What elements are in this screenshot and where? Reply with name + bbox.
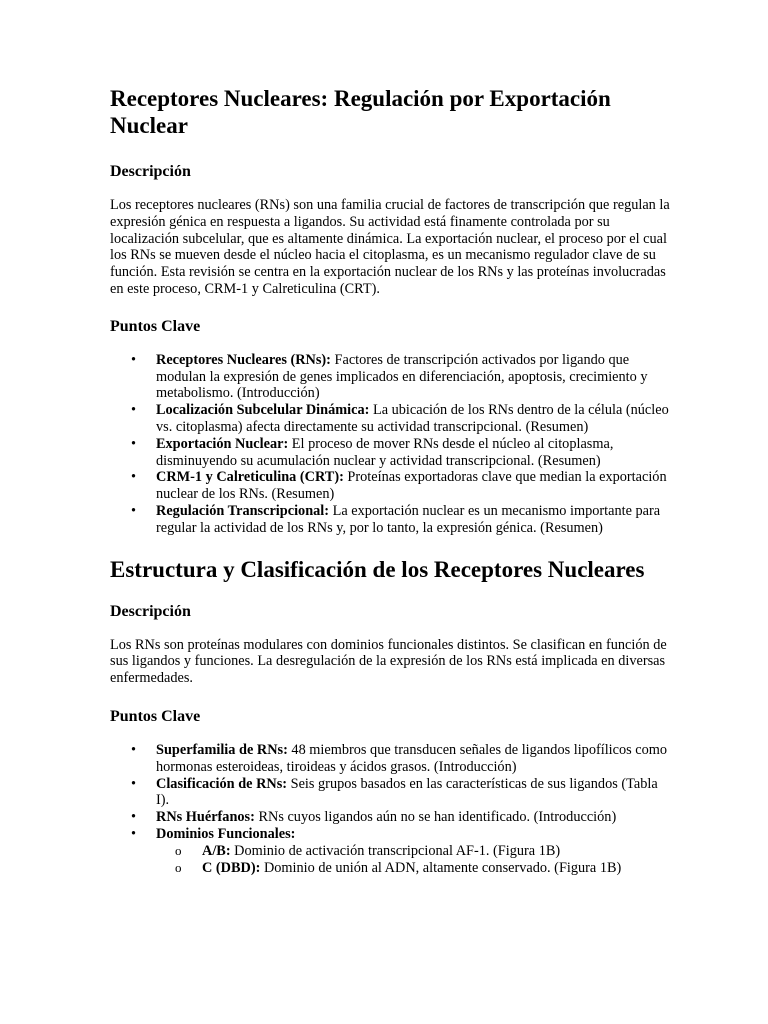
point-text: 48 miembros que transducen señales de ligandos lipofílicos como hormonas esteroideas, tiroideas y ácidos grasos. (Introducción) xyxy=(156,741,668,775)
functional-domains-sublist xyxy=(156,843,670,877)
list-item xyxy=(110,503,670,537)
point-term: Exportación Nuclear: xyxy=(156,435,289,452)
sublist-item xyxy=(110,860,670,877)
section-1-key-points-heading: Puntos Clave xyxy=(110,317,201,335)
point-text: Factores de transcripción activados por ligando que modulan la expresión de genes implicados en diferenciación, apoptosis, crecimiento y metabolismo. (Introducción) xyxy=(156,351,648,402)
point-text: La ubicación de los RNs dentro de la célula (núcleo vs. citoplasma) afecta directamente su actividad transcripcional. (Resumen) xyxy=(156,402,669,435)
point-text: Proteínas exportadoras clave que median la exportación nuclear de los RNs. (Resumen) xyxy=(156,469,667,503)
list-item xyxy=(110,826,670,876)
sublist-item xyxy=(110,843,670,860)
section-1-description-heading: Descripción xyxy=(110,163,191,180)
list-item xyxy=(110,742,670,776)
point-term: Clasificación de RNs: xyxy=(156,775,288,792)
point-text: Seis grupos basados en las características de sus ligandos (Tabla I). xyxy=(156,775,658,809)
list-item xyxy=(110,436,670,470)
subpoint-text: Dominio de unión al ADN, altamente conservado. (Figura 1B) xyxy=(260,859,622,876)
point-term: RNs Huérfanos: xyxy=(156,809,255,826)
section-2-title: Estructura y Clasificación de los Receptores Nucleares xyxy=(110,556,645,582)
section-1-description: Los receptores nucleares (RNs) son una familia crucial de factores de transcripción que regulan la expresión génica en respuesta a ligandos. Su actividad está finamente controlada por su localización subcelular, que es altamente dinámica. La exportación nuclear, el proceso por el cual los RNs se mueven desde el núcleo hacia el citoplasma, es un mecanismo regulador clave de su función. Esta revisión se centra en la exportación nuclear de los RNs y las proteínas involucradas en este proceso, CRM-1 y Calreticulina (CRT). xyxy=(110,197,670,297)
point-term: CRM-1 y Calreticulina (CRT): xyxy=(156,469,344,486)
section-1-title: Receptores Nucleares: Regulación por Exportación Nuclear xyxy=(110,86,611,138)
list-item xyxy=(110,352,670,402)
point-text: La exportación nuclear es un mecanismo importante para regular la actividad de los RNs y, por lo tanto, la expresión génica. (Resumen) xyxy=(156,502,661,536)
subpoint-term: C (DBD): xyxy=(202,859,261,876)
list-item xyxy=(110,809,670,826)
subpoint-term: A/B: xyxy=(202,842,231,859)
point-term: Regulación Transcripcional: xyxy=(156,502,330,519)
point-term: Superfamilia de RNs: xyxy=(156,741,288,758)
document-content xyxy=(110,85,670,876)
section-2-key-points-heading: Puntos Clave xyxy=(110,707,201,725)
point-term: Receptores Nucleares (RNs): xyxy=(156,351,331,368)
subpoint-text: Dominio de activación transcripcional AF-1. (Figura 1B) xyxy=(230,842,561,859)
list-item xyxy=(110,776,670,810)
list-item xyxy=(110,469,670,503)
section-2-description: Los RNs son proteínas modulares con dominios funcionales distintos. Se clasifican en función de sus ligandos y funciones. La desregulación de la expresión de los RNs está implicada en diversas enfermedades. xyxy=(110,636,667,687)
section-1-key-points-list xyxy=(110,352,670,537)
point-text: RNs cuyos ligandos aún no se han identificado. (Introducción) xyxy=(254,809,617,826)
point-term: Localización Subcelular Dinámica: xyxy=(156,402,370,419)
section-2-key-points-list xyxy=(110,742,670,876)
point-text: El proceso de mover RNs desde el núcleo al citoplasma, disminuyendo su acumulación nuclear y actividad transcripcional. (Resumen) xyxy=(156,435,614,469)
section-2-description-heading: Descripción xyxy=(110,602,191,620)
point-term: Dominios Funcionales: xyxy=(156,825,296,842)
list-item xyxy=(110,402,670,436)
